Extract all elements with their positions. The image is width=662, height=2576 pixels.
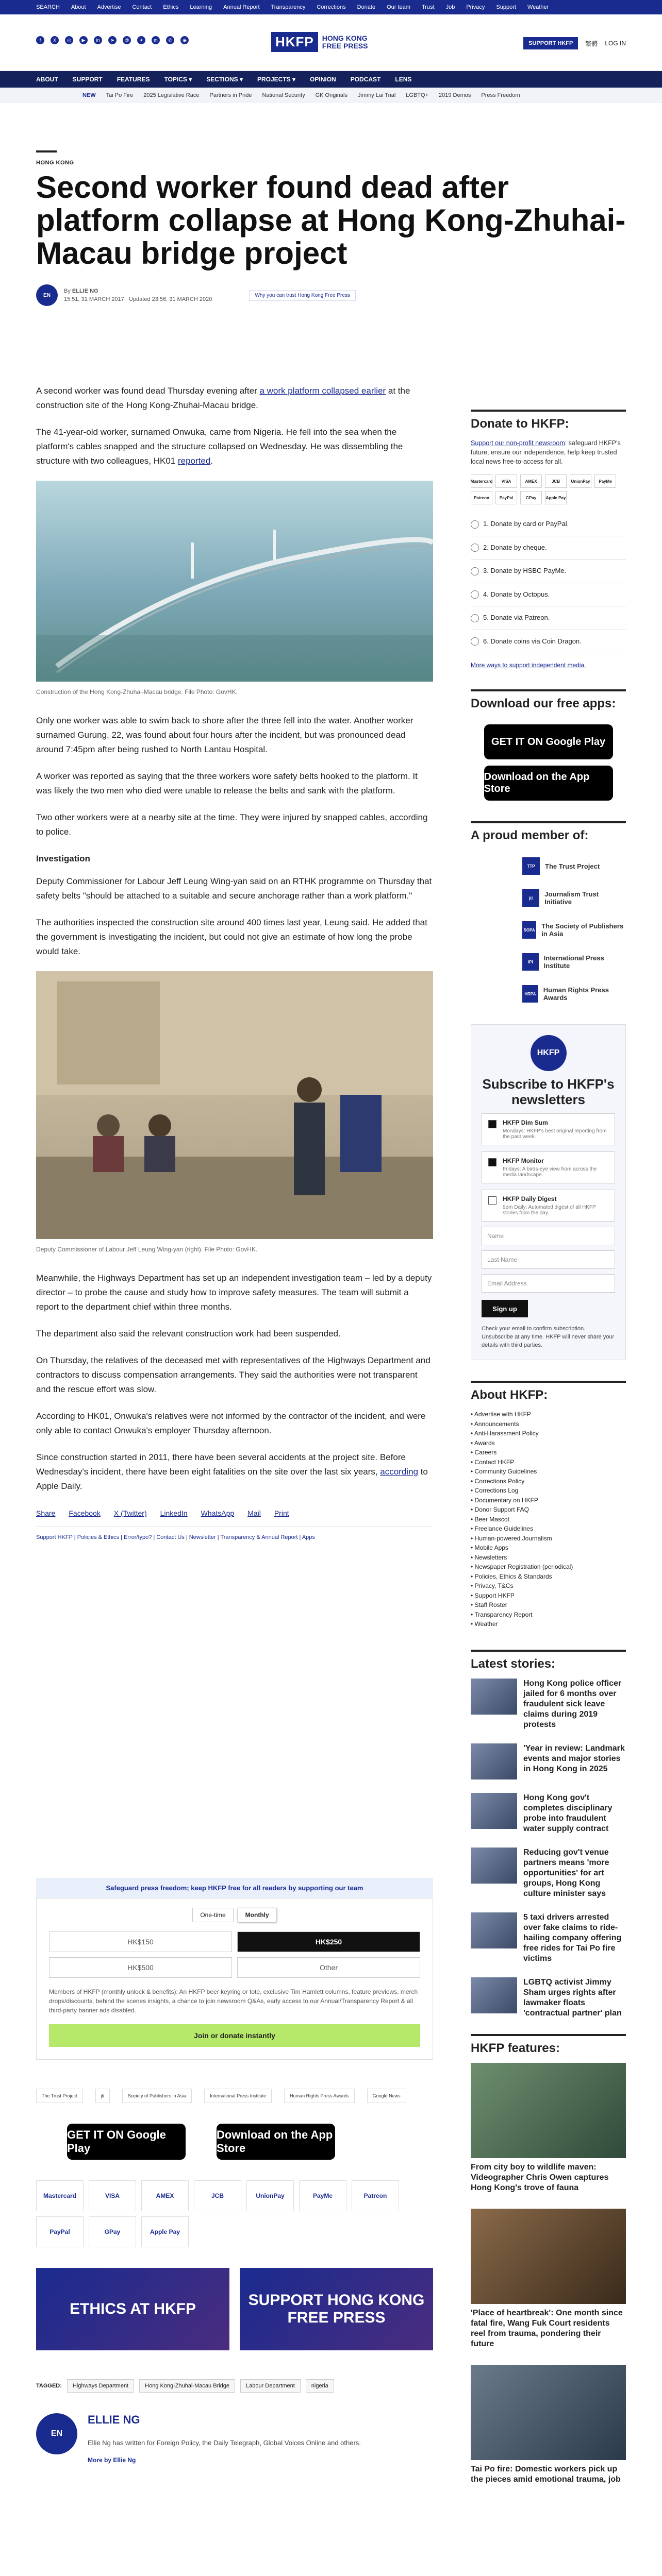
latest-stories — [471, 1679, 626, 2019]
nav-topics[interactable]: TOPICS ▾ — [164, 76, 192, 83]
email-input[interactable]: Email Address — [482, 1274, 615, 1293]
tag[interactable]: Labour Department — [240, 2379, 301, 2393]
about-link[interactable]: • Weather — [471, 1619, 626, 1629]
promo-banners — [36, 2268, 433, 2350]
about-link[interactable]: • Human-powered Journalism — [471, 1534, 626, 1544]
nav-lens[interactable]: LENS — [395, 76, 412, 83]
payment-logo: GPay — [520, 491, 542, 504]
threads-icon[interactable]: @ — [123, 36, 131, 44]
share-row — [36, 1506, 433, 1520]
share-x[interactable]: X (Twitter) — [113, 1509, 147, 1517]
about-link[interactable]: • Privacy, T&Cs — [471, 1581, 626, 1591]
features-list — [471, 2063, 626, 2485]
paragraph: The authorities inspected the construction site around 400 times last year, Leung said. He added that the government is investigating the incident, but could not give an estimate of how long the probe would take. — [36, 918, 427, 956]
author-bio: Ellie Ng has written for Foreign Policy, the Daily Telegraph, Global Voices Online and others. — [88, 2439, 361, 2447]
partner-entry[interactable]: HRPA Human Rights Press Awards — [471, 978, 626, 1010]
newsletter-title: Subscribe to HKFP's newsletters — [482, 1076, 615, 1108]
topbar-transparency[interactable]: Transparency — [271, 4, 306, 10]
tab-one-time[interactable]: One-time — [192, 1908, 233, 1922]
newsletter-signup — [471, 1024, 626, 1360]
about-link[interactable]: • Awards — [471, 1438, 626, 1448]
google-play-badge[interactable]: GET IT ON Google Play — [67, 2124, 186, 2160]
about-link[interactable]: • Contact HKFP — [471, 1458, 626, 1467]
feature-image[interactable] — [471, 2209, 626, 2304]
topbar-donate[interactable]: Donate — [357, 4, 376, 10]
paragraph: Deputy Commissioner for Labour Jeff Leung Wing-yan said on an RTHK programme on Thursday that safety belts "should be attached to a suitable and secure anchorage rather than a work platform." — [36, 876, 432, 901]
partner-entry[interactable]: IPI International Press Institute — [471, 946, 626, 978]
about-link[interactable]: • Support HKFP — [471, 1591, 626, 1601]
topbar-weather[interactable]: Weather — [527, 4, 549, 10]
newsletter-logo: HKFP — [531, 1035, 567, 1071]
language-toggle[interactable]: 繁體 — [585, 40, 598, 47]
nav-features[interactable]: FEATURES — [117, 76, 150, 83]
share-whatsapp[interactable]: WhatsApp — [201, 1509, 235, 1517]
sidebar-app-store[interactable]: Download on the App Store — [484, 766, 613, 801]
inline-link[interactable]: reported — [177, 456, 211, 466]
about-link[interactable]: • Newsletters — [471, 1553, 626, 1563]
paragraph: A second worker was found dead Thursday evening after a work platform collapsed earlier at the construction site of the Hong Kong-Zhuhai-Macau bridge. — [36, 386, 410, 410]
payment-logo: VISA — [89, 2180, 136, 2211]
donate-widget-title: Safeguard press freedom; keep HKFP free for all readers by supporting our team — [36, 1878, 433, 1898]
partner-entry[interactable]: TTP The Trust Project — [471, 850, 626, 882]
donate-widget — [36, 1878, 433, 2464]
share-label: Share — [36, 1509, 56, 1517]
donate-option[interactable]: 6. Donate coins via Coin Dragon. — [471, 630, 626, 654]
partner-logo[interactable]: Society of Publishers in Asia — [122, 2089, 192, 2103]
photo-caption: Construction of the Hong Kong-Zhuhai-Macau bridge. File Photo: GovHK. — [36, 688, 238, 696]
about-link[interactable]: • Corrections Log — [471, 1486, 626, 1496]
logo-wordmark: HONG KONG FREE PRESS — [322, 33, 368, 50]
topbar-job[interactable]: Job — [445, 4, 455, 10]
partner-entry[interactable]: jti Journalism Trust Initiative — [471, 882, 626, 914]
nav-projects[interactable]: PROJECTS ▾ — [257, 76, 296, 83]
tab-monthly[interactable]: Monthly — [238, 1908, 277, 1922]
bridge-illustration — [36, 481, 433, 682]
site-header — [0, 14, 662, 71]
main-nav — [0, 71, 662, 88]
amount-option[interactable]: HK$500 — [49, 1957, 232, 1978]
about-link[interactable]: • Mobile Apps — [471, 1543, 626, 1553]
payment-logo: Mastercard — [36, 2180, 84, 2211]
instagram-icon[interactable]: ◎ — [65, 36, 73, 44]
trending-item[interactable]: Jimmy Lai Trial — [357, 92, 396, 98]
topbar-privacy[interactable]: Privacy — [466, 4, 485, 10]
more-ways-link[interactable]: More ways to support independent media. — [471, 662, 586, 669]
topbar-annual-report[interactable]: Annual Report — [223, 4, 260, 10]
nav-about[interactable]: ABOUT — [36, 76, 58, 83]
title-rule — [36, 150, 57, 152]
trending-item[interactable]: National Security — [262, 92, 305, 98]
about-link[interactable]: • Donor Support FAQ — [471, 1505, 626, 1515]
rss-icon[interactable]: ◉ — [180, 36, 189, 44]
membership-note: Members of HKFP (monthly unlock & benefits): An HKFP beer keyring or tote, exclusive Tim Hamlett columns, feature previews, merch drops/discounts, behind the scenes insights, a chance to join newsroom Q&As, early access to our Annual/Transparency Report & all third-party banner ads disabled. — [49, 1988, 418, 2014]
new-badge: NEW — [82, 92, 96, 98]
paragraph: According to HK01, Onwuka's relatives were not informed by the contractor of the incident, and were only able to contact Onwuka's employer Thursday afternoon. — [36, 1411, 426, 1435]
partners-section-title: A proud member of: — [471, 821, 626, 850]
payment-logo: Patreon — [471, 491, 492, 504]
payment-logo: UnionPay — [570, 474, 591, 488]
newsletter-option[interactable]: HKFP Dim Sum Mondays: HKFP's best original reporting from the past week. — [482, 1113, 615, 1145]
checkbox[interactable] — [488, 1196, 496, 1205]
trending-item[interactable]: 2025 Legislative Race — [143, 92, 200, 98]
whatsapp-icon[interactable]: ✆ — [166, 36, 174, 44]
about-link[interactable]: • Transparency Report — [471, 1610, 626, 1620]
about-link[interactable]: • Documentary on HKFP — [471, 1496, 626, 1505]
payment-logo: VISA — [495, 474, 517, 488]
press-conference-illustration — [36, 971, 433, 1239]
signup-button[interactable]: Sign up — [482, 1300, 528, 1317]
about-link[interactable]: • Newspaper Registration (periodical) — [471, 1562, 626, 1572]
topbar-trust[interactable]: Trust — [421, 4, 435, 10]
story-thumbnail[interactable] — [471, 1793, 517, 1829]
updated-date: Updated 23:56, 31 MARCH 2020 — [128, 296, 212, 302]
last-name-input[interactable]: Last Name — [482, 1250, 615, 1269]
about-link[interactable]: • Corrections Policy — [471, 1477, 626, 1486]
header-actions — [523, 37, 626, 49]
youtube-icon[interactable]: ▶ — [79, 36, 88, 44]
story-thumbnail[interactable] — [471, 1977, 517, 2013]
author-link[interactable]: ELLIE NG — [72, 288, 98, 294]
tag[interactable]: Highways Department — [67, 2379, 134, 2393]
payment-methods — [36, 2180, 433, 2247]
bridge-photo — [36, 481, 433, 682]
story-thumbnail[interactable] — [471, 1912, 517, 1948]
trending-nav — [0, 88, 662, 103]
tags-label: TAGGED: — [36, 2383, 62, 2389]
payment-logo: Mastercard — [471, 474, 492, 488]
ipi-icon: IPI — [522, 953, 539, 971]
topbar-corrections[interactable]: Corrections — [317, 4, 346, 10]
topbar-contact[interactable]: Contact — [132, 4, 152, 10]
support-hkfp-button[interactable]: SUPPORT HKFP — [523, 37, 578, 49]
donate-section-title: Donate to HKFP: — [471, 410, 626, 438]
nav-podcast[interactable]: PODCAST — [350, 76, 381, 83]
app-badges — [36, 2124, 433, 2160]
hrpa-icon: HRPA — [522, 985, 538, 1003]
feature-image[interactable] — [471, 2063, 626, 2158]
payment-logo: JCB — [194, 2180, 241, 2211]
donate-widget-body — [36, 1898, 433, 2060]
sidebar-payment-logos — [471, 474, 626, 504]
payment-logo: PayPal — [36, 2216, 84, 2247]
story-thumbnail[interactable] — [471, 1743, 517, 1780]
paragraph: A worker was reported as saying that the three workers wore safety belts hooked to the platform. It was likely the two men who died were unable to release the belts and sank with the platform. — [36, 771, 418, 795]
apps-section-title: Download our free apps: — [471, 689, 626, 718]
payment-logo: AMEX — [141, 2180, 189, 2211]
byline — [36, 284, 629, 306]
topbar-about[interactable]: About — [71, 4, 86, 10]
section-heading: Investigation — [36, 854, 90, 863]
nav-support[interactable]: SUPPORT — [72, 76, 103, 83]
feature-title[interactable]: Tai Po fire: Domestic workers pick up the pieces amid emotional trauma, job — [471, 2464, 621, 2484]
nav-sections[interactable]: SECTIONS ▾ — [206, 76, 243, 83]
topbar-learning[interactable]: Learning — [190, 4, 212, 10]
article-kicker[interactable]: HONG KONG — [36, 160, 74, 166]
trending-item[interactable]: Partners in Pride — [209, 92, 252, 98]
article-tags — [36, 2379, 433, 2393]
topbar-ethics[interactable]: Ethics — [163, 4, 179, 10]
amount-option[interactable]: HK$150 — [49, 1931, 232, 1952]
byline-text: By ELLIE NG 15:51, 31 MARCH 2017 Updated 23:56, 31 MARCH 2020 — [64, 288, 212, 302]
article-title: Second worker found dead after platform collapse at Hong Kong-Zhuhai-Macau bridge project — [36, 170, 626, 270]
about-link[interactable]: • Careers — [471, 1448, 626, 1458]
topbar-advertise[interactable]: Advertise — [97, 4, 121, 10]
trust-project-icon: TTP — [522, 857, 540, 875]
author-avatar[interactable]: EN — [36, 284, 58, 306]
checkbox-checked[interactable] — [488, 1158, 496, 1166]
payment-logo: Patreon — [352, 2180, 399, 2211]
about-links — [471, 1410, 626, 1629]
donate-option[interactable]: 1. Donate by card or PayPal. — [471, 513, 626, 536]
donate-option[interactable]: 5. Donate via Patreon. — [471, 606, 626, 630]
trending-item[interactable]: GK Originals — [315, 92, 347, 98]
donate-frequency-tabs — [37, 1908, 433, 1922]
amount-option-other[interactable]: Other — [237, 1957, 420, 1978]
feature-title[interactable]: 'Place of heartbreak': One month since fatal fire, Wang Fuk Court residents reel from trauma, pondering their future — [471, 2308, 623, 2348]
linkedin-icon[interactable]: in — [94, 36, 102, 44]
features-section-title: HKFP features: — [471, 2034, 626, 2063]
article-header — [36, 150, 629, 306]
story-item[interactable]: LGBTQ activist Jimmy Sham urges rights after lawmaker floats 'contractual partner' plan — [471, 1977, 626, 2019]
share-facebook[interactable]: Facebook — [69, 1509, 101, 1517]
sidebar-google-play[interactable]: GET IT ON Google Play — [484, 724, 613, 759]
ethics-promo[interactable]: ETHICS AT HKFP — [36, 2268, 229, 2350]
trust-link[interactable]: Why you can trust Hong Kong Free Press — [249, 290, 356, 301]
share-linkedin[interactable]: LinkedIn — [160, 1509, 188, 1517]
newsletter-option[interactable]: HKFP Monitor Fridays: A birds-eye view from across the media landscape. — [482, 1151, 615, 1183]
payment-logo: PayPal — [495, 491, 517, 504]
donate-amounts — [37, 1931, 433, 1978]
topbar-team[interactable]: Our team — [387, 4, 410, 10]
story-thumbnail[interactable] — [471, 1848, 517, 1884]
join-donate-button[interactable]: Join or donate instantly — [49, 2024, 420, 2047]
inline-link[interactable]: a work platform collapsed earlier — [259, 386, 386, 396]
payment-logo: Apple Pay — [141, 2216, 189, 2247]
more-by-author-link[interactable]: More by Ellie Ng — [88, 2456, 136, 2464]
inline-link[interactable]: according — [380, 1467, 418, 1477]
x-icon[interactable]: X — [51, 36, 59, 44]
author-box-avatar[interactable]: EN — [36, 2413, 77, 2454]
story-item[interactable]: Hong Kong gov't completes disciplinary probe into fraudulent water supply contract — [471, 1793, 626, 1834]
payment-logo: GPay — [89, 2216, 136, 2247]
about-link[interactable]: • Policies, Ethics & Standards — [471, 1572, 626, 1582]
paragraph: The department also said the relevant construction work had been suspended. — [36, 1329, 341, 1338]
bluesky-icon[interactable]: ✦ — [137, 36, 145, 44]
login-link[interactable]: LOG IN — [605, 40, 626, 47]
story-item[interactable]: 'Year in review: Landmark events and major stories in Hong Kong in 2025 — [471, 1743, 626, 1780]
site-logo[interactable] — [271, 32, 368, 52]
paragraph: Since construction started in 2011, there have been several accidents at the project site. Before Wednesday's incident, there have been eight fatalities on the site over the last six years, according to Apple Daily. — [36, 1452, 428, 1491]
payment-logo: PayMe — [299, 2180, 346, 2211]
feature-image[interactable] — [471, 2365, 626, 2460]
article-footer-links[interactable]: Support HKFP | Policies & Ethics | Error/typo? | Contact Us | Newsletter | Transparency & Annual Report | Apps — [36, 1527, 433, 1545]
press-conference-photo — [36, 971, 433, 1239]
about-section-title: About HKFP: — [471, 1381, 626, 1410]
donate-intro: Support our non-profit newsroom: safeguard HKFP's future, ensure our independence, help keep trusted local news free-to-access for all. — [471, 439, 621, 465]
sidebar — [471, 410, 626, 2500]
nav-opinion[interactable]: OPINION — [310, 76, 336, 83]
trending-item[interactable]: LGBTQ+ — [406, 92, 429, 98]
about-link[interactable]: • Staff Roster — [471, 1600, 626, 1610]
paragraph: Two other workers were at a nearby site at the time. They were injured by snapped cables, according to police. — [36, 812, 428, 837]
checkbox-checked[interactable] — [488, 1120, 496, 1128]
about-link[interactable]: • Announcements — [471, 1419, 626, 1429]
top-utility-bar — [0, 0, 662, 14]
about-link[interactable]: • Advertise with HKFP — [471, 1410, 626, 1419]
support-newsroom-link[interactable]: Support our non-profit newsroom — [471, 439, 565, 447]
about-link[interactable]: • Beer Mascot — [471, 1515, 626, 1524]
topbar-search[interactable]: SEARCH — [36, 4, 60, 10]
paragraph: On Thursday, the relatives of the deceased met with representatives of the Highways Department and contractors to discuss compensation arrangements. They said the authorities were not transparent and the rescue effort was slow. — [36, 1355, 431, 1394]
support-promo[interactable]: SUPPORT HONG KONG FREE PRESS — [240, 2268, 433, 2350]
app-store-badge[interactable]: Download on the App Store — [217, 2124, 335, 2160]
story-item[interactable]: Reducing gov't venue partners means 'more opportunities' for art groups, Hong Kong culture minister says — [471, 1848, 626, 1899]
story-item[interactable]: Hong Kong police officer jailed for 6 months over fraudulent sick leave claims during 2019 protests — [471, 1679, 626, 1730]
article-body — [36, 384, 433, 1545]
tag[interactable]: nigeria — [306, 2379, 334, 2393]
payment-logo: UnionPay — [246, 2180, 294, 2211]
about-link[interactable]: • Community Guidelines — [471, 1467, 626, 1477]
payment-logo: PayMe — [594, 474, 616, 488]
paragraph: Only one worker was able to swim back to shore after the three fell into the water. Another worker surnamed Gurung, 22, was found about four hours after the incident, but was pronounced dead around 7:45pm after being rushed to North Lantau Hospital. — [36, 716, 413, 754]
donate-option[interactable]: 4. Donate by Octopus. — [471, 583, 626, 607]
story-thumbnail[interactable] — [471, 1679, 517, 1715]
logo-mark: HKFP — [271, 32, 318, 52]
author-box — [36, 2413, 433, 2464]
share-mail[interactable]: Mail — [247, 1509, 261, 1517]
first-name-input[interactable]: Name — [482, 1227, 615, 1245]
author-box-name[interactable]: ELLIE NG — [88, 2413, 140, 2426]
payment-logo: AMEX — [520, 474, 542, 488]
facebook-icon[interactable]: f — [36, 36, 44, 44]
paragraph: Meanwhile, the Highways Department has set up an independent investigation team – led by a deputy director – to probe the cause and study how to improve safety measures. The team will submit a report to the department chief within three months. — [36, 1273, 432, 1312]
partner-logo[interactable]: jti — [95, 2089, 110, 2103]
feature-title[interactable]: From city boy to wildlife maven: Videographer Chris Owen captures Hong Kong's trove of fauna — [471, 2162, 609, 2192]
share-print[interactable]: Print — [274, 1509, 289, 1517]
photo-caption: Deputy Commissioner of Labour Jeff Leung Wing-yan (right). File Photo: GovHK. — [36, 1246, 258, 1253]
mastodon-icon[interactable]: m — [152, 36, 160, 44]
amount-option-selected[interactable]: HK$250 — [237, 1931, 420, 1952]
newsletter-note: Check your email to confirm subscription. Unsubscribe at any time. HKFP will never share your details with third parties. — [482, 1326, 615, 1349]
topbar-support[interactable]: Support — [496, 4, 516, 10]
about-link[interactable]: • Anti-Harassment Policy — [471, 1429, 626, 1438]
publish-date: 15:51, 31 MARCH 2017 — [64, 296, 124, 302]
tag[interactable]: Hong Kong-Zhuhai-Macau Bridge — [139, 2379, 235, 2393]
partner-entry[interactable]: SOPA The Society of Publishers in Asia — [471, 914, 626, 946]
partner-logo[interactable]: International Press Institute — [204, 2089, 272, 2103]
donate-options — [471, 513, 626, 653]
payment-logo: JCB — [545, 474, 567, 488]
trending-item[interactable]: Tai Po Fire — [106, 92, 134, 98]
jti-icon: jti — [522, 889, 539, 907]
trending-item[interactable]: 2019 Demos — [439, 92, 471, 98]
partner-logos-row — [36, 2089, 433, 2103]
about-link[interactable]: • Freelance Guidelines — [471, 1524, 626, 1534]
latest-section-title: Latest stories: — [471, 1650, 626, 1679]
sopa-icon: SOPA — [522, 921, 536, 939]
telegram-icon[interactable]: ➤ — [108, 36, 117, 44]
newsletter-option[interactable]: HKFP Daily Digest 9pm Daily: Automated digest of all HKFP stories from the day. — [482, 1190, 615, 1222]
donate-option[interactable]: 2. Donate by cheque. — [471, 536, 626, 560]
partner-logo[interactable]: Google News — [367, 2089, 406, 2103]
partner-logo[interactable]: The Trust Project — [36, 2089, 83, 2103]
social-icons — [36, 36, 189, 44]
partner-logo[interactable]: Human Rights Press Awards — [284, 2089, 354, 2103]
story-item[interactable]: 5 taxi drivers arrested over fake claims to ride-hailing company offering free rides for Tai Po fire victims — [471, 1912, 626, 1964]
donate-option[interactable]: 3. Donate by HSBC PayMe. — [471, 560, 626, 583]
trending-item[interactable]: Press Freedom — [481, 92, 520, 98]
payment-logo: Apple Pay — [545, 491, 567, 504]
paragraph: The 41-year-old worker, surnamed Onwuka, came from Nigeria. He fell into the sea when the platform's cables snapped and the structure collapsed on Wednesday. He was dissembling the structure with two colleagues, HK01 reported. — [36, 427, 403, 466]
